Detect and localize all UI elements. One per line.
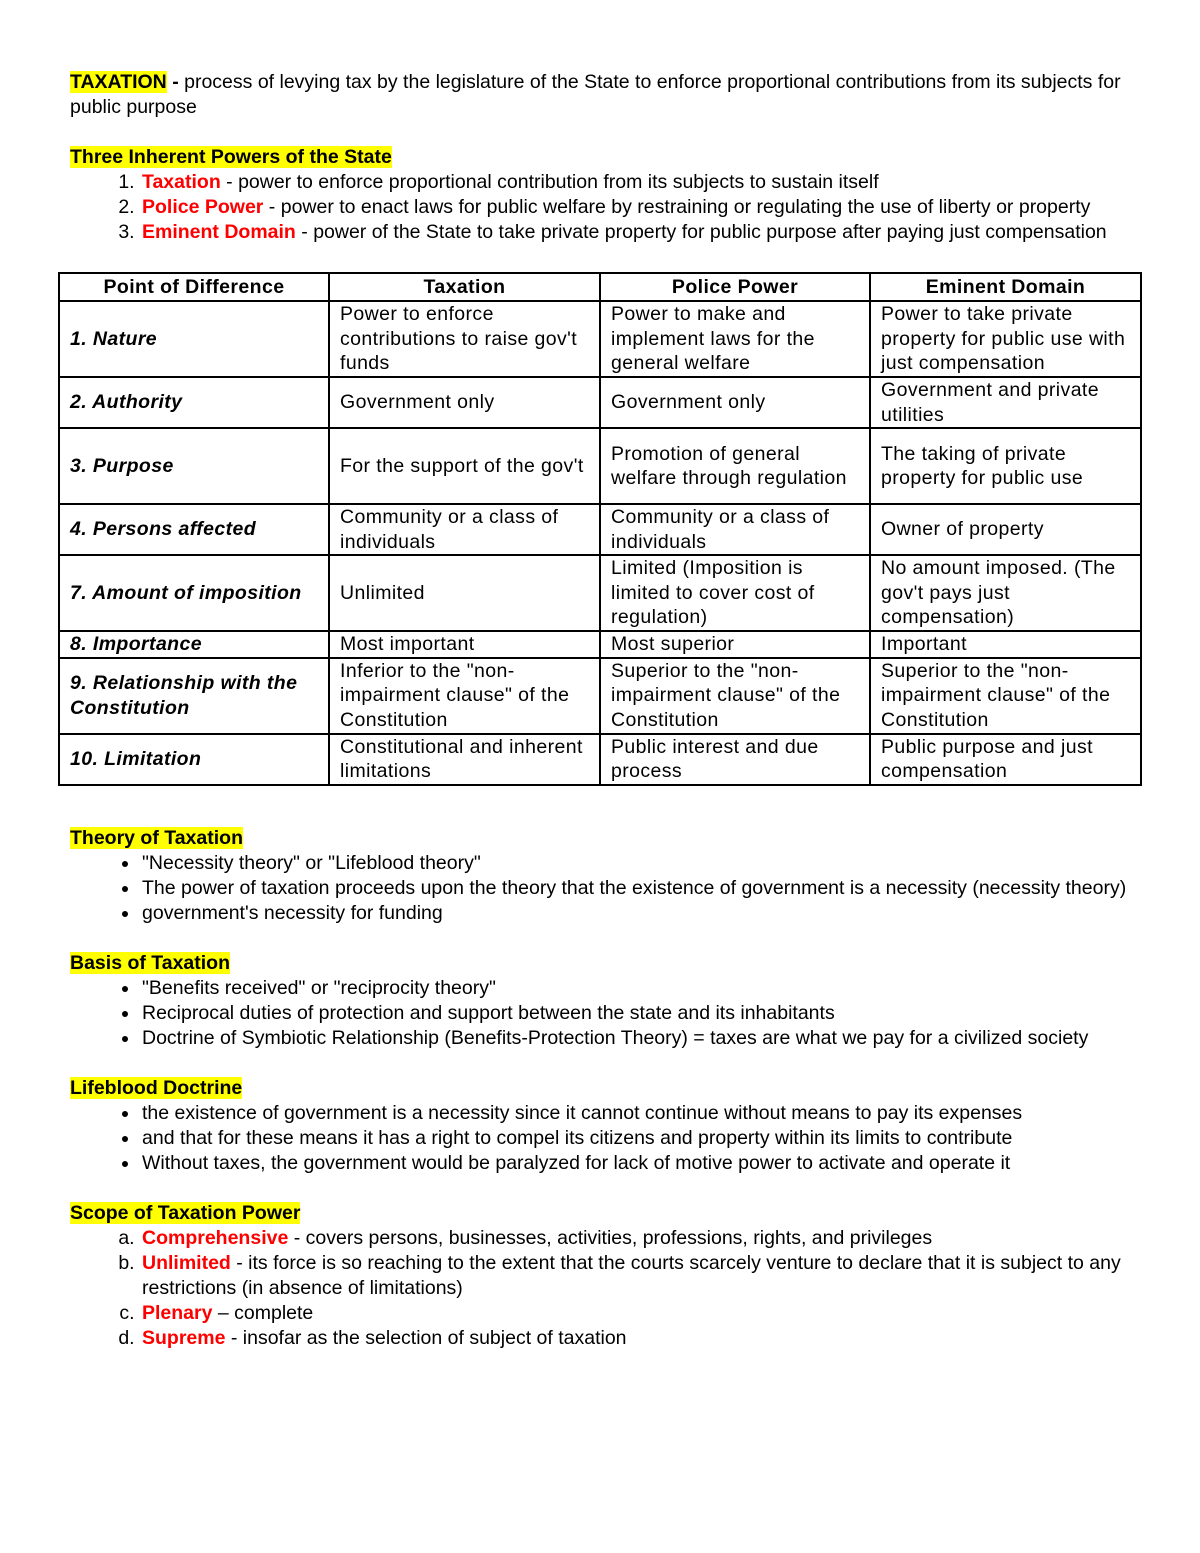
table-cell: Power to take private property for public use with just compensation <box>870 301 1141 377</box>
scope-term: Unlimited <box>142 1251 231 1274</box>
scope-term: Supreme <box>142 1326 226 1349</box>
list-item <box>140 170 1140 195</box>
table-cell: Community or a class of individuals <box>600 504 870 555</box>
table-cell: Community or a class of individuals <box>329 504 600 555</box>
list-item: • The power of taxation proceeds upon the theory that the existence of government is a necessity (necessity theory) <box>140 876 1140 901</box>
list-item: • Without taxes, the government would be paralyzed for lack of motive power to activate and operate it <box>140 1151 1140 1176</box>
list-item <box>140 195 1140 220</box>
table-cell: Public interest and due process <box>600 734 870 785</box>
inherent-powers-section <box>70 145 1140 245</box>
list-item: • government's necessity for funding <box>140 901 1140 926</box>
power-text: - power of the State to take private property for public purpose after paying just compensation <box>295 221 1107 243</box>
table-row <box>59 377 1141 428</box>
power-term: Taxation <box>142 171 221 193</box>
table-cell: Most superior <box>600 631 870 658</box>
table-cell: Promotion of general welfare through regulation <box>600 428 870 504</box>
table-cell: Most important <box>329 631 600 658</box>
header-cell: Police Power <box>600 273 870 301</box>
row-head: 4. Persons affected <box>59 504 329 555</box>
theory-section <box>70 826 1140 926</box>
theory-list <box>70 851 1140 926</box>
row-head: 7. Amount of imposition <box>59 555 329 631</box>
intro-term: TAXATION <box>70 71 167 93</box>
intro-dash: - <box>166 71 185 93</box>
power-term: Police Power <box>142 196 264 218</box>
table-cell: Public purpose and just compensation <box>870 734 1141 785</box>
scope-section <box>70 1201 1140 1351</box>
header-cell: Eminent Domain <box>870 273 1141 301</box>
scope-text: – complete <box>212 1301 314 1324</box>
table-row <box>59 631 1141 658</box>
table-cell: For the support of the gov't <box>329 428 600 504</box>
list-item: • Doctrine of Symbiotic Relationship (Benefits-Protection Theory) = taxes are what we pay for a civilized society <box>140 1026 1140 1051</box>
power-term: Eminent Domain <box>142 221 296 243</box>
scope-term: Comprehensive <box>142 1226 289 1249</box>
lifeblood-heading: Lifeblood Doctrine <box>70 1076 243 1099</box>
scope-list <box>70 1226 1140 1351</box>
table-cell: Unlimited <box>329 555 600 631</box>
table-row <box>59 428 1141 504</box>
table-row <box>59 658 1141 734</box>
lifeblood-section <box>70 1076 1140 1176</box>
inherent-powers-list <box>70 170 1140 245</box>
list-item <box>140 1301 1140 1326</box>
intro-paragraph <box>70 70 1140 120</box>
intro-definition: process of levying tax by the legislature of the State to enforce proportional contributions from its subjects for public purpose <box>70 71 1121 118</box>
table-cell: Limited (Imposition is limited to cover cost of regulation) <box>600 555 870 631</box>
scope-text: - insofar as the selection of subject of taxation <box>225 1326 627 1349</box>
basis-list <box>70 976 1140 1051</box>
header-cell: Point of Difference <box>59 273 329 301</box>
table-row <box>59 504 1141 555</box>
basis-section <box>70 951 1140 1051</box>
list-item <box>140 220 1140 245</box>
table-cell: Important <box>870 631 1141 658</box>
table-cell: Superior to the "non-impairment clause" of the Constitution <box>600 658 870 734</box>
power-text: - power to enact laws for public welfare by restraining or regulating the use of liberty or property <box>263 196 1091 218</box>
table-header-row <box>59 273 1141 301</box>
table-cell: Constitutional and inherent limitations <box>329 734 600 785</box>
power-text: - power to enforce proportional contribution from its subjects to sustain itself <box>220 171 879 193</box>
row-head: 1. Nature <box>59 301 329 377</box>
basis-heading: Basis of Taxation <box>70 951 231 974</box>
table-cell: Owner of property <box>870 504 1141 555</box>
table-cell: Superior to the "non-impairment clause" of the Constitution <box>870 658 1141 734</box>
table-row <box>59 734 1141 785</box>
spacer <box>70 786 1140 826</box>
table-cell: Power to make and implement laws for the general welfare <box>600 301 870 377</box>
inherent-powers-heading: Three Inherent Powers of the State <box>70 146 392 168</box>
scope-heading: Scope of Taxation Power <box>70 1201 301 1224</box>
list-item <box>140 1326 1140 1351</box>
table-row <box>59 555 1141 631</box>
row-head: 2. Authority <box>59 377 329 428</box>
comparison-table <box>58 272 1142 786</box>
theory-heading: Theory of Taxation <box>70 826 243 849</box>
table-cell: Inferior to the "non-impairment clause" of the Constitution <box>329 658 600 734</box>
list-item: • and that for these means it has a right to compel its citizens and property within its limits to contribute <box>140 1126 1140 1151</box>
list-item: • "Benefits received" or "reciprocity theory" <box>140 976 1140 1001</box>
table-row <box>59 301 1141 377</box>
row-head: 8. Importance <box>59 631 329 658</box>
row-head: 9. Relationship with the Constitution <box>59 658 329 734</box>
list-item <box>140 1251 1140 1301</box>
table-cell: Government only <box>329 377 600 428</box>
table-cell: Government and private utilities <box>870 377 1141 428</box>
list-item: • "Necessity theory" or "Lifeblood theory" <box>140 851 1140 876</box>
list-item <box>140 1226 1140 1251</box>
table-cell: Power to enforce contributions to raise gov't funds <box>329 301 600 377</box>
table-cell: Government only <box>600 377 870 428</box>
scope-text: - its force is so reaching to the extent that the courts scarcely venture to declare that it is subject to any restrictions (in absence of limitations) <box>142 1251 1121 1299</box>
document-page <box>70 70 1140 1351</box>
row-head: 10. Limitation <box>59 734 329 785</box>
table-cell: No amount imposed. (The gov't pays just compensation) <box>870 555 1141 631</box>
header-cell: Taxation <box>329 273 600 301</box>
table-cell: The taking of private property for public use <box>870 428 1141 504</box>
list-item: • the existence of government is a necessity since it cannot continue without means to pay its expenses <box>140 1101 1140 1126</box>
scope-term: Plenary <box>142 1301 213 1324</box>
scope-text: - covers persons, businesses, activities, professions, rights, and privileges <box>288 1226 933 1249</box>
list-item: • Reciprocal duties of protection and support between the state and its inhabitants <box>140 1001 1140 1026</box>
lifeblood-list <box>70 1101 1140 1176</box>
row-head: 3. Purpose <box>59 428 329 504</box>
